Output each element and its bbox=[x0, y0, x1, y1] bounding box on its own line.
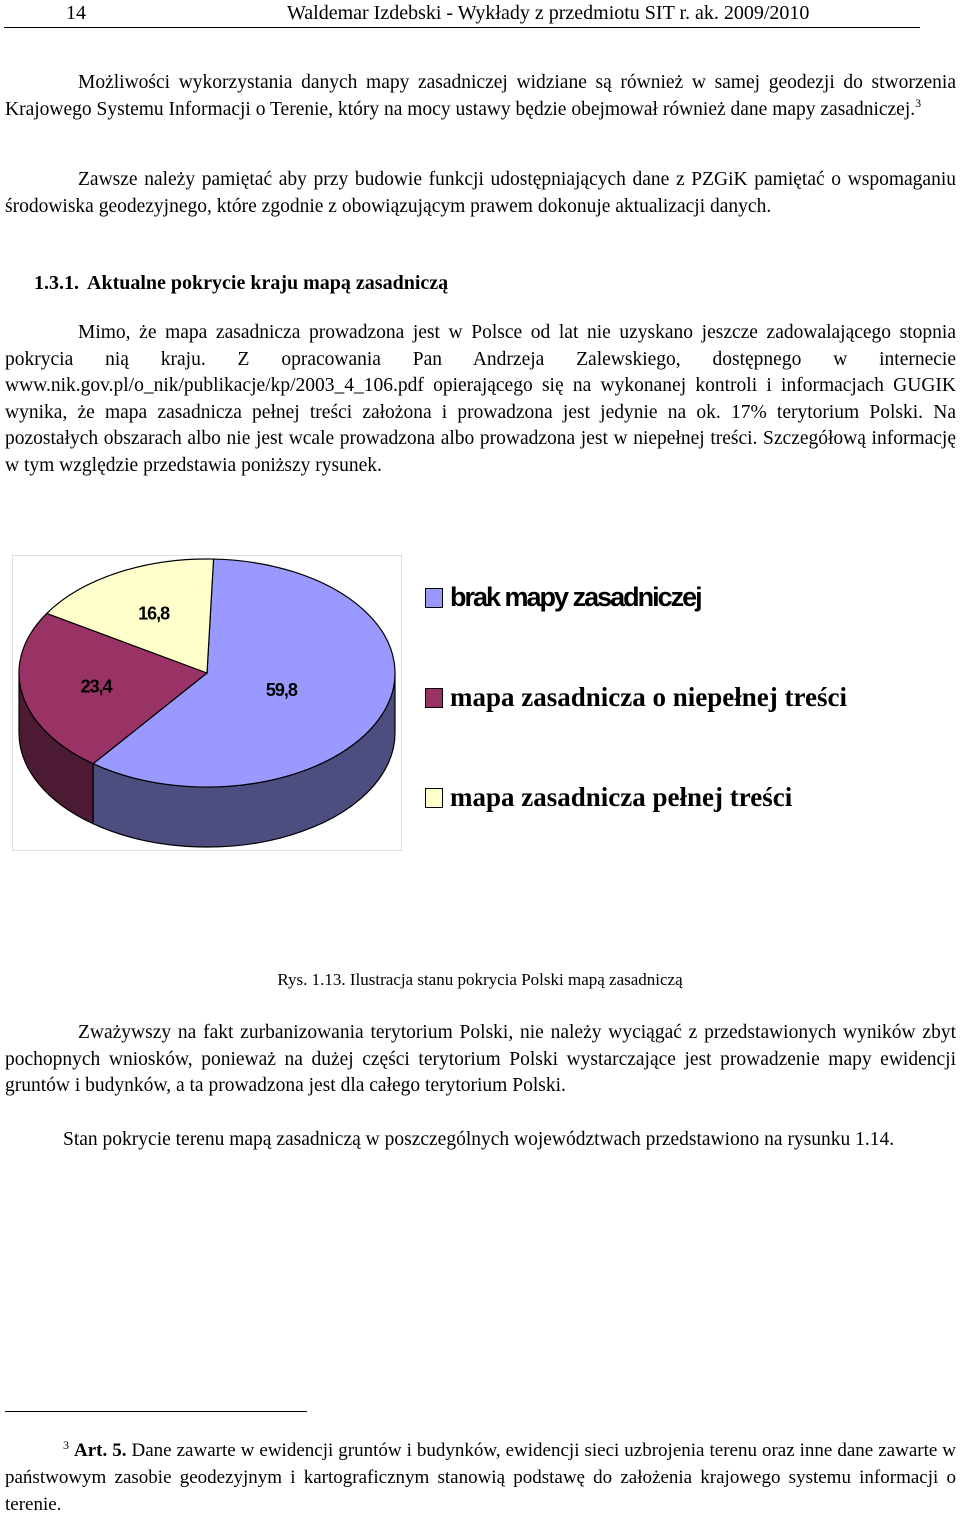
legend-item-pelna bbox=[425, 782, 792, 813]
paragraph-4-text: Zważywszy na fakt zurbanizowania terytorium Polski, nie należy wyciągać z przedstawionych wyników zbyt pochopnych wniosków, ponieważ na dużej części terytorium Polski wystarczające jest prowadzenie mapy ewidencji gruntów i budynków, a ta prowadzona jest dla całego terytorium Polski. bbox=[5, 1022, 956, 1097]
section-heading bbox=[34, 272, 448, 295]
paragraph-3 bbox=[5, 320, 956, 480]
page-number: 14 bbox=[66, 2, 86, 24]
footnote bbox=[5, 1437, 956, 1518]
footnote-article: Art. 5. bbox=[74, 1440, 127, 1461]
paragraph-3-text: Mimo, że mapa zasadnicza prowadzona jest w Polsce od lat nie uzyskano jeszcze zadowalającego stopnia pokrycia nią kraju. Z opracowania Pan Andrzeja Zalewskiego, dostępnego w internecie www.nik.gov.pl/o_nik/publikacje/kp/2003_4_106.pdf opierającego się na wykonanej kontroli i informacjach GUGIK wynika, że mapa zasadnicza pełnej treści założona i prowadzona jest jedynie na ok. 17% terytorium Polski. Na pozostałych obszarach albo nie jest wcale prowadzona albo prowadzona jest w niepełnej treści. Szczegółową informację w tym względzie przedstawia poniższy rysunek. bbox=[5, 322, 956, 476]
legend-swatch-brak bbox=[425, 588, 443, 608]
pie-label-brak: 59,8 bbox=[265, 680, 297, 701]
paragraph-4 bbox=[5, 1020, 956, 1100]
section-number: 1.3.1. bbox=[34, 272, 79, 294]
pie-label-pelna: 16,8 bbox=[138, 603, 170, 624]
header-rule bbox=[4, 27, 920, 28]
footnote-number: 3 bbox=[63, 1438, 69, 1452]
pie-chart bbox=[12, 555, 402, 851]
legend-item-brak bbox=[425, 582, 701, 613]
legend-label-niepelna: mapa zasadnicza o niepełnej treści bbox=[450, 682, 847, 712]
legend-swatch-niepelna bbox=[425, 688, 443, 708]
chart-legend bbox=[425, 570, 955, 840]
pie-tops bbox=[19, 559, 395, 787]
footnote-rule bbox=[5, 1411, 307, 1412]
legend-item-niepelna bbox=[425, 682, 847, 713]
footnote-text: Dane zawarte w ewidencji gruntów i budynków, ewidencji sieci uzbrojenia terenu oraz inne dane zawarte w państwowym zasobie geodezyjnym i kartograficznym stanowią podstawę do założenia krajowego systemu informacji o terenie. bbox=[5, 1440, 957, 1515]
paragraph-5 bbox=[5, 1127, 956, 1154]
legend-swatch-pelna bbox=[425, 788, 443, 808]
paragraph-2-text: Zawsze należy pamiętać aby przy budowie funkcji udostępniających dane z PZGiK pamiętać o wspomaganiu środowiska geodezyjnego, które zgodnie z obowiązującym prawem dokonuje aktualizacji danych. bbox=[5, 169, 956, 217]
paragraph-1 bbox=[5, 70, 956, 123]
paragraph-1-text: Możliwości wykorzystania danych mapy zasadniczej widziane są również w samej geodezji do stworzenia Krajowego Systemu Informacji o Terenie, który na mocy ustawy będzie obejmował również dane mapy zasadniczej. bbox=[5, 72, 956, 120]
page-header bbox=[4, 2, 920, 26]
footnote-ref[interactable]: 3 bbox=[915, 95, 922, 110]
paragraph-2 bbox=[5, 167, 956, 220]
paragraph-5-text: Stan pokrycie terenu mapą zasadniczą w poszczególnych województwach przedstawiono na rysunku 1.14. bbox=[63, 1129, 895, 1150]
legend-label-pelna: mapa zasadnicza pełnej treści bbox=[450, 782, 793, 812]
pie-label-niepelna: 23,4 bbox=[80, 676, 112, 697]
running-title: Waldemar Izdebski - Wykłady z przedmiotu SIT r. ak. 2009/2010 bbox=[287, 2, 810, 24]
section-title: Aktualne pokrycie kraju mapą zasadniczą bbox=[87, 272, 449, 294]
legend-label-brak: brak mapy zasadniczej bbox=[450, 582, 701, 612]
figure-caption: Rys. 1.13. Ilustracja stanu pokrycia Polski mapą zasadniczą bbox=[277, 970, 683, 989]
